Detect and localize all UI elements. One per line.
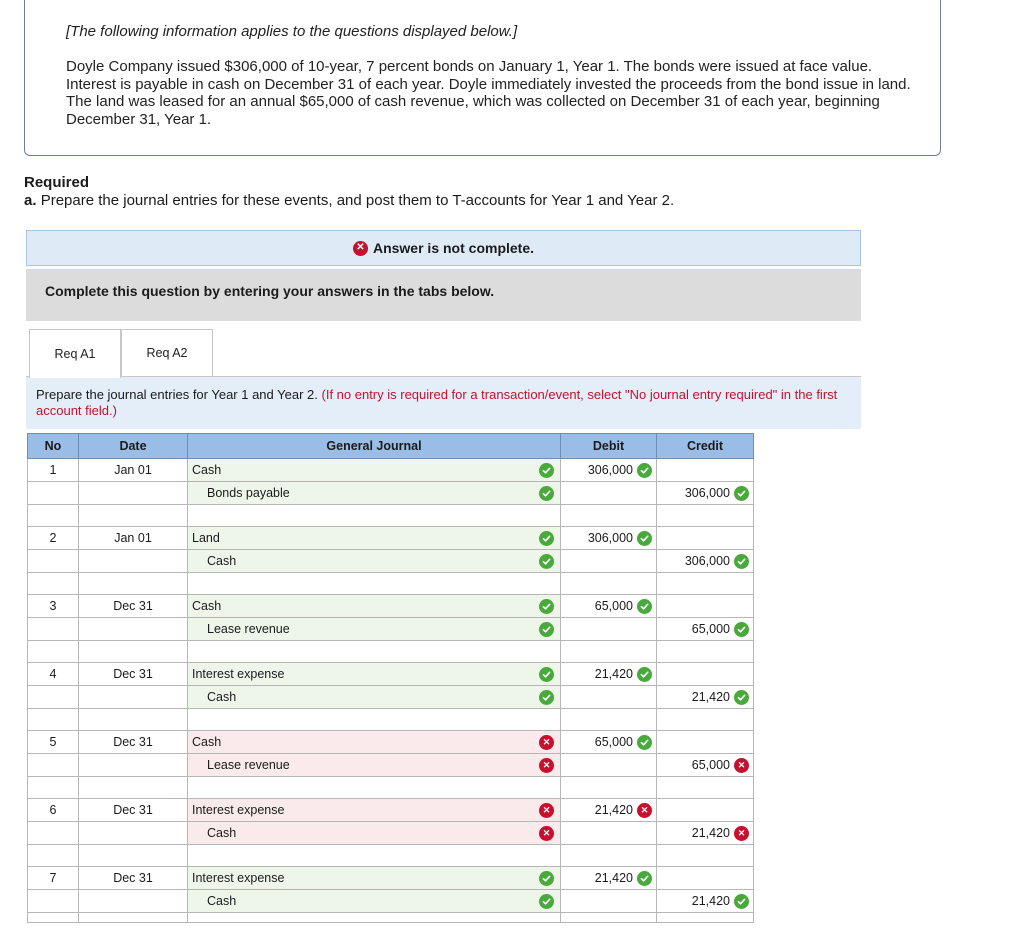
account-field[interactable] — [188, 527, 561, 550]
credit-amount: 21,420 — [691, 826, 730, 840]
check-icon — [539, 690, 554, 705]
credit-field[interactable] — [657, 527, 754, 550]
empty-cell[interactable] — [79, 641, 188, 663]
credit-field[interactable] — [657, 686, 754, 709]
debit-amount: 21,420 — [594, 871, 633, 885]
credit-amount: 21,420 — [691, 690, 730, 704]
empty-cell[interactable] — [188, 573, 561, 595]
x-circle-icon: ✕ — [353, 241, 368, 256]
account-name: Cash — [192, 735, 222, 749]
account-name: Cash — [207, 826, 237, 840]
account-field[interactable] — [188, 618, 561, 641]
debit-amount: 65,000 — [594, 735, 633, 749]
debit-amount: 306,000 — [587, 531, 633, 545]
empty-cell[interactable] — [188, 641, 561, 663]
empty-cell[interactable] — [188, 845, 561, 867]
prompt-main: Prepare the journal entries for Year 1 and Year 2. — [36, 387, 318, 402]
journal-row-debit — [28, 731, 754, 754]
required-description: Prepare the journal entries for these events, and post them to T-accounts for Year 1 and Year 2. — [40, 192, 675, 209]
entry-no-blank — [28, 890, 79, 913]
check-icon — [637, 667, 652, 682]
debit-field[interactable] — [561, 482, 657, 505]
check-icon — [539, 667, 554, 682]
journal-row-empty — [28, 709, 754, 731]
check-icon — [539, 463, 554, 478]
journal-row-empty — [28, 573, 754, 595]
empty-cell[interactable] — [79, 845, 188, 867]
journal-table — [27, 433, 754, 923]
account-field[interactable] — [188, 686, 561, 709]
debit-field[interactable] — [561, 754, 657, 777]
check-icon — [539, 871, 554, 886]
check-icon — [734, 486, 749, 501]
check-icon — [637, 871, 652, 886]
empty-cell[interactable] — [657, 641, 754, 663]
account-field[interactable] — [188, 799, 561, 822]
entry-date[interactable]: Dec 31 — [79, 663, 188, 686]
required-part: a. — [24, 192, 37, 209]
debit-field[interactable] — [561, 822, 657, 845]
empty-cell[interactable] — [657, 505, 754, 527]
empty-cell[interactable] — [657, 573, 754, 595]
check-icon — [637, 463, 652, 478]
journal-row-credit — [28, 482, 754, 505]
journal-row-debit — [28, 799, 754, 822]
check-icon — [734, 690, 749, 705]
account-name: Bonds payable — [207, 486, 290, 500]
x-circle-icon: ✕ — [637, 803, 652, 818]
credit-field[interactable] — [657, 867, 754, 890]
empty-cell[interactable] — [561, 845, 657, 867]
journal-row-empty — [28, 845, 754, 867]
credit-amount: 21,420 — [691, 894, 730, 908]
prompt-box — [26, 377, 861, 429]
journal-row-empty — [28, 641, 754, 663]
check-icon — [637, 599, 652, 614]
entry-no-blank — [28, 754, 79, 777]
account-name: Cash — [192, 599, 222, 613]
entry-no-blank — [28, 822, 79, 845]
empty-cell[interactable] — [561, 709, 657, 731]
empty-cell — [28, 913, 79, 923]
check-icon — [539, 894, 554, 909]
account-name: Land — [192, 531, 220, 545]
required-title: Required — [24, 174, 90, 191]
entry-no: 2 — [28, 527, 79, 550]
journal-body — [28, 459, 754, 923]
entry-no-blank — [28, 482, 79, 505]
credit-field[interactable] — [657, 482, 754, 505]
empty-cell[interactable] — [657, 709, 754, 731]
x-circle-icon: ✕ — [539, 735, 554, 750]
empty-cell[interactable] — [79, 777, 188, 799]
empty-cell[interactable] — [561, 505, 657, 527]
journal-row-credit — [28, 822, 754, 845]
journal-row-debit — [28, 459, 754, 482]
entry-date[interactable]: Jan 01 — [79, 459, 188, 482]
credit-field[interactable] — [657, 754, 754, 777]
prompt-note: (If no entry is required for a transaction/event, select "No journal entry required" in the first account field.) — [36, 387, 838, 418]
debit-field[interactable] — [561, 527, 657, 550]
account-name: Cash — [192, 463, 222, 477]
empty-cell[interactable] — [561, 777, 657, 799]
credit-amount: 65,000 — [691, 758, 730, 772]
debit-amount: 21,420 — [594, 667, 633, 681]
entry-date-blank[interactable] — [79, 822, 188, 845]
entry-date[interactable]: Dec 31 — [79, 867, 188, 890]
account-name: Cash — [207, 690, 237, 704]
check-icon — [539, 622, 554, 637]
debit-amount: 21,420 — [594, 803, 633, 817]
empty-cell[interactable] — [657, 845, 754, 867]
empty-cell[interactable] — [561, 641, 657, 663]
account-field[interactable] — [188, 663, 561, 686]
empty-cell — [28, 505, 79, 527]
empty-cell — [28, 777, 79, 799]
entry-no: 5 — [28, 731, 79, 754]
credit-amount: 65,000 — [691, 622, 730, 636]
empty-cell[interactable] — [657, 777, 754, 799]
debit-field[interactable] — [561, 663, 657, 686]
journal-row-debit — [28, 595, 754, 618]
entry-no-blank — [28, 618, 79, 641]
check-icon — [637, 531, 652, 546]
header-debit: Debit — [561, 434, 657, 459]
credit-field[interactable] — [657, 822, 754, 845]
credit-field[interactable] — [657, 799, 754, 822]
check-icon — [539, 599, 554, 614]
entry-no: 7 — [28, 867, 79, 890]
header-no: No — [28, 434, 79, 459]
account-field[interactable] — [188, 595, 561, 618]
check-icon — [539, 486, 554, 501]
account-field[interactable] — [188, 754, 561, 777]
journal-row-debit — [28, 867, 754, 890]
empty-cell[interactable] — [188, 913, 561, 923]
empty-cell[interactable] — [561, 573, 657, 595]
account-name: Cash — [207, 554, 237, 568]
account-name: Interest expense — [192, 871, 285, 885]
entry-date-blank[interactable] — [79, 890, 188, 913]
account-name: Interest expense — [192, 667, 285, 681]
x-circle-icon: ✕ — [734, 826, 749, 841]
required-text — [24, 192, 674, 209]
entry-no: 4 — [28, 663, 79, 686]
account-field[interactable] — [188, 459, 561, 482]
credit-amount: 306,000 — [684, 554, 730, 568]
journal-row-credit — [28, 686, 754, 709]
tab-req-a1[interactable]: Req A1 — [29, 329, 121, 378]
account-field[interactable] — [188, 731, 561, 754]
tab-req-a2[interactable]: Req A2 — [121, 329, 213, 377]
account-field[interactable] — [188, 482, 561, 505]
account-name: Interest expense — [192, 803, 285, 817]
x-circle-icon: ✕ — [539, 758, 554, 773]
debit-field[interactable] — [561, 890, 657, 913]
debit-field[interactable] — [561, 595, 657, 618]
entry-date[interactable]: Jan 01 — [79, 527, 188, 550]
empty-cell[interactable] — [79, 573, 188, 595]
header-date: Date — [79, 434, 188, 459]
entry-date[interactable]: Dec 31 — [79, 731, 188, 754]
debit-field[interactable] — [561, 459, 657, 482]
account-field[interactable] — [188, 822, 561, 845]
debit-field[interactable] — [561, 618, 657, 641]
entry-no: 6 — [28, 799, 79, 822]
x-circle-icon: ✕ — [734, 758, 749, 773]
header-credit: Credit — [657, 434, 754, 459]
instructions-bar: Complete this question by entering your answers in the tabs below. — [26, 269, 861, 321]
empty-cell[interactable] — [188, 505, 561, 527]
entry-date-blank[interactable] — [79, 754, 188, 777]
empty-cell[interactable] — [79, 709, 188, 731]
entry-date-blank[interactable] — [79, 686, 188, 709]
credit-field[interactable] — [657, 663, 754, 686]
credit-amount: 306,000 — [684, 486, 730, 500]
entry-date[interactable]: Dec 31 — [79, 595, 188, 618]
journal-row-empty — [28, 777, 754, 799]
entry-date-blank[interactable] — [79, 618, 188, 641]
credit-field[interactable] — [657, 550, 754, 573]
entry-date[interactable]: Dec 31 — [79, 799, 188, 822]
info-intro: [The following information applies to the questions displayed below.] — [66, 23, 518, 40]
header-general-journal: General Journal — [188, 434, 561, 459]
check-icon — [734, 554, 749, 569]
entry-no: 3 — [28, 595, 79, 618]
account-name: Lease revenue — [207, 758, 290, 772]
check-icon — [539, 554, 554, 569]
account-field[interactable] — [188, 550, 561, 573]
empty-cell[interactable] — [561, 913, 657, 923]
debit-field[interactable] — [561, 686, 657, 709]
credit-field[interactable] — [657, 595, 754, 618]
entry-no-blank — [28, 686, 79, 709]
empty-cell[interactable] — [188, 709, 561, 731]
entry-no-blank — [28, 550, 79, 573]
journal-row-debit — [28, 663, 754, 686]
answer-status-banner — [26, 230, 861, 266]
account-name: Cash — [207, 894, 237, 908]
journal-row-empty — [28, 913, 754, 923]
debit-field[interactable] — [561, 550, 657, 573]
debit-field[interactable] — [561, 731, 657, 754]
journal-row-empty — [28, 505, 754, 527]
journal-row-credit — [28, 890, 754, 913]
x-circle-icon: ✕ — [539, 803, 554, 818]
entry-date-blank[interactable] — [79, 550, 188, 573]
account-field[interactable] — [188, 867, 561, 890]
empty-cell[interactable] — [188, 777, 561, 799]
journal-row-credit — [28, 618, 754, 641]
check-icon — [539, 531, 554, 546]
empty-cell[interactable] — [79, 913, 188, 923]
debit-amount: 306,000 — [587, 463, 633, 477]
entry-date-blank[interactable] — [79, 482, 188, 505]
journal-row-debit — [28, 527, 754, 550]
journal-row-credit — [28, 754, 754, 777]
empty-cell — [28, 845, 79, 867]
credit-field[interactable] — [657, 731, 754, 754]
credit-field[interactable] — [657, 890, 754, 913]
empty-cell[interactable] — [79, 505, 188, 527]
empty-cell — [28, 709, 79, 731]
debit-amount: 65,000 — [594, 599, 633, 613]
check-icon — [734, 894, 749, 909]
empty-cell — [28, 641, 79, 663]
credit-field[interactable] — [657, 459, 754, 482]
account-field[interactable] — [188, 890, 561, 913]
answer-status-text: Answer is not complete. — [372, 240, 535, 256]
credit-field[interactable] — [657, 618, 754, 641]
account-name: Lease revenue — [207, 622, 290, 636]
x-circle-icon: ✕ — [539, 826, 554, 841]
journal-row-credit — [28, 550, 754, 573]
debit-field[interactable] — [561, 867, 657, 890]
check-icon — [734, 622, 749, 637]
debit-field[interactable] — [561, 799, 657, 822]
entry-no: 1 — [28, 459, 79, 482]
empty-cell[interactable] — [657, 913, 754, 923]
empty-cell — [28, 573, 79, 595]
info-body: Doyle Company issued $306,000 of 10-year, 7 percent bonds on January 1, Year 1. The bonds were issued at face value. Interest is payable in cash on December 31 of each year. Doyle immediately invested the proceeds from the bond issue in land. The land was leased for an annual $65,000 of cash revenue, which was collected on December 31 of each year, beginning December 31, Year 1. — [66, 58, 911, 128]
check-icon — [637, 735, 652, 750]
